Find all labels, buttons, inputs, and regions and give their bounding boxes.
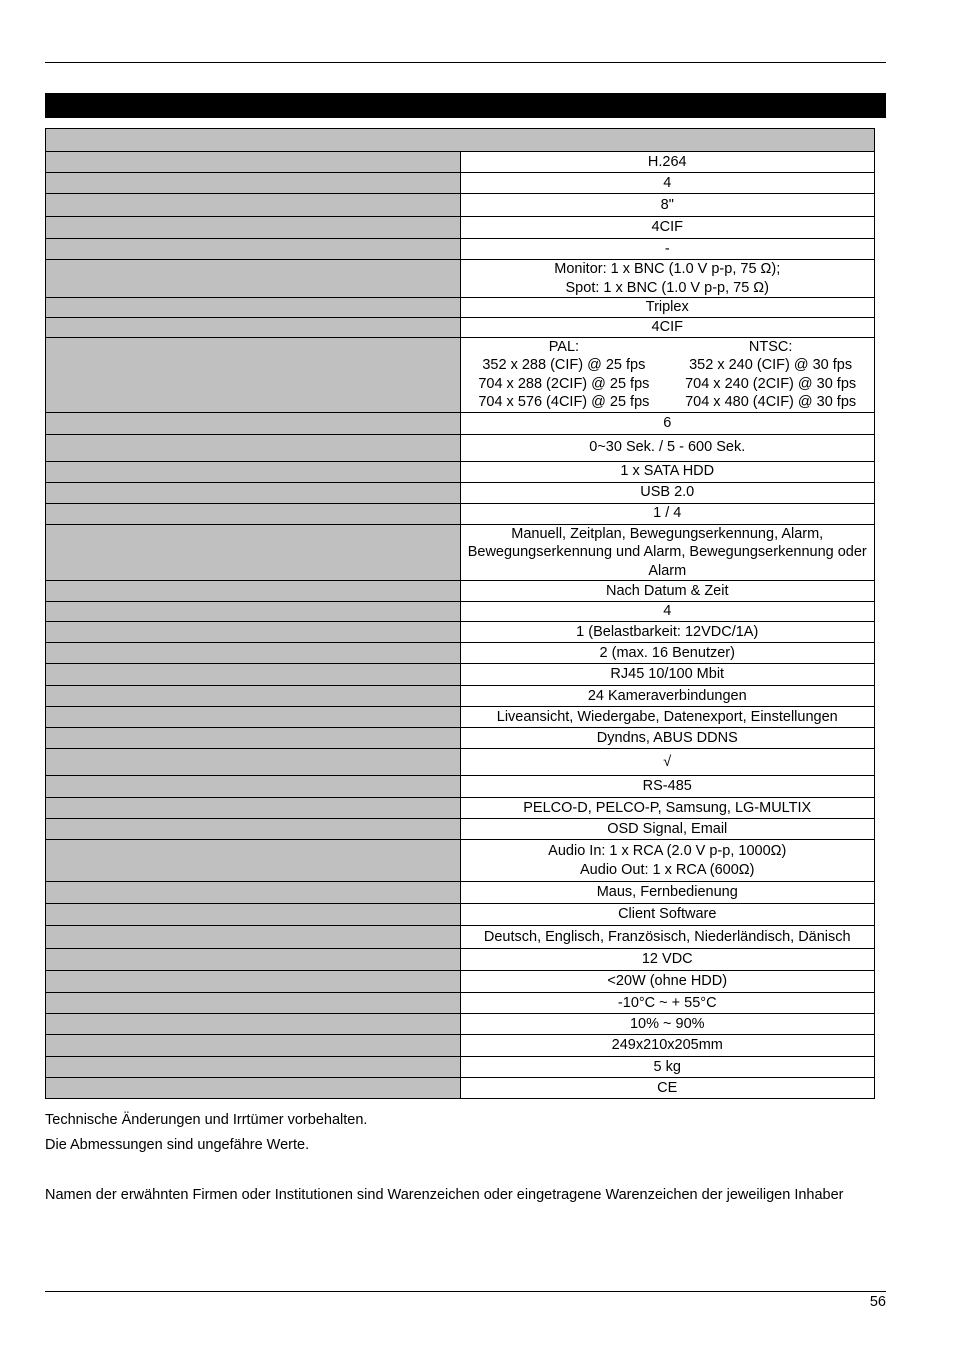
- table-row: [46, 1014, 875, 1035]
- spec-label-cell: [46, 926, 461, 949]
- table-row: [46, 949, 875, 971]
- spec-value-line: Audio Out: 1 x RCA (600Ω): [580, 861, 755, 878]
- spec-value-line: Spot: 1 x BNC (1.0 V p-p, 75 Ω): [565, 279, 769, 296]
- spec-value-cell: 249x210x205mm: [460, 1035, 875, 1057]
- spec-value-cell: RJ45 10/100 Mbit: [460, 664, 875, 686]
- spec-value-line: Audio In: 1 x RCA (2.0 V p-p, 1000Ω): [548, 843, 787, 859]
- spec-label-cell: [46, 707, 461, 728]
- spec-label-cell: [46, 581, 461, 602]
- spec-value-cell: Deutsch, Englisch, Französisch, Niederländisch, Dänisch: [460, 926, 875, 949]
- spec-label-cell: [46, 412, 461, 434]
- table-row: [46, 503, 875, 524]
- table-row: [46, 337, 875, 412]
- spec-value-line: 352 x 240 (CIF) @ 30 fps: [689, 357, 853, 373]
- spec-value-cell: 1 x SATA HDD: [460, 461, 875, 482]
- spec-value-cell: USB 2.0: [460, 482, 875, 503]
- spec-label-cell: [46, 664, 461, 686]
- spec-value-cell: 2 (max. 16 Benutzer): [460, 643, 875, 664]
- table-row: [46, 819, 875, 840]
- spec-label-cell: [46, 1035, 461, 1057]
- spec-value-cell: OSD Signal, Email: [460, 819, 875, 840]
- table-row: [46, 707, 875, 728]
- spec-label-cell: [46, 686, 461, 707]
- table-row: [46, 749, 875, 776]
- spec-value-cell: Nach Datum & Zeit: [460, 581, 875, 602]
- table-row: [46, 173, 875, 194]
- spec-value-cell: 24 Kameraverbindungen: [460, 686, 875, 707]
- spec-value-cell: CE: [460, 1078, 875, 1099]
- table-header-row: [46, 129, 875, 152]
- spec-label-cell: [46, 337, 461, 412]
- spec-label-cell: [46, 993, 461, 1014]
- spec-value-cell: [460, 840, 875, 882]
- table-row: [46, 1035, 875, 1057]
- spec-label-cell: [46, 434, 461, 461]
- spec-label-cell: [46, 643, 461, 664]
- table-row: [46, 1078, 875, 1099]
- spec-label-cell: [46, 1057, 461, 1078]
- spec-value-cell: [460, 337, 875, 412]
- spec-label-cell: [46, 239, 461, 260]
- spec-value-cell: √: [460, 749, 875, 776]
- table-row: [46, 152, 875, 173]
- table-row: [46, 798, 875, 819]
- spec-value-cell: Liveansicht, Wiedergabe, Datenexport, Einstellungen: [460, 707, 875, 728]
- table-row: [46, 602, 875, 622]
- spec-value-line: Monitor: 1 x BNC (1.0 V p-p, 75 Ω);: [554, 261, 781, 277]
- spec-label-cell: [46, 318, 461, 338]
- spec-value-cell: 1 (Belastbarkeit: 12VDC/1A): [460, 622, 875, 643]
- spec-value-cell: 8": [460, 194, 875, 217]
- ntsc-resolutions: [667, 338, 874, 412]
- table-row: [46, 993, 875, 1014]
- section-title-bar: [45, 93, 886, 118]
- spec-label-cell: [46, 260, 461, 298]
- table-row: [46, 318, 875, 338]
- spec-value-cell: 6: [460, 412, 875, 434]
- dimensions-note: Die Abmessungen sind ungefähre Werte.: [45, 1137, 310, 1153]
- spec-label-cell: [46, 194, 461, 217]
- table-row: [46, 482, 875, 503]
- table-row: [46, 239, 875, 260]
- disclaimer-text: Technische Änderungen und Irrtümer vorbehalten.: [45, 1112, 368, 1128]
- spec-label-cell: [46, 749, 461, 776]
- spec-value-cell: Triplex: [460, 298, 875, 318]
- table-row: [46, 926, 875, 949]
- spec-label-cell: [46, 882, 461, 904]
- spec-value-cell: 4CIF: [460, 217, 875, 239]
- spec-label-cell: [46, 217, 461, 239]
- table-row: [46, 904, 875, 926]
- spec-label-cell: [46, 602, 461, 622]
- table-row: [46, 776, 875, 798]
- table-row: [46, 412, 875, 434]
- spec-value-cell: Dyndns, ABUS DDNS: [460, 728, 875, 749]
- spec-label-cell: [46, 798, 461, 819]
- spec-value-line: 704 x 288 (2CIF) @ 25 fps: [478, 375, 650, 392]
- spec-value-cell: [460, 524, 875, 581]
- spec-label-cell: [46, 776, 461, 798]
- spec-value-line: NTSC:: [748, 338, 793, 355]
- spec-value-cell: Maus, Fernbedienung: [460, 882, 875, 904]
- spec-label-cell: [46, 1014, 461, 1035]
- spec-value-line: Bewegungserkennung und Alarm, Bewegungserkennung oder Alarm: [467, 544, 867, 579]
- table-row: [46, 840, 875, 882]
- spec-value-line: Manuell, Zeitplan, Bewegungserkennung, Alarm,: [511, 525, 824, 542]
- spec-label-cell: [46, 622, 461, 643]
- spec-label-cell: [46, 728, 461, 749]
- table-row: [46, 217, 875, 239]
- spec-label-cell: [46, 482, 461, 503]
- spec-value-line: 704 x 240 (2CIF) @ 30 fps: [685, 375, 857, 392]
- spec-value-cell: -: [460, 239, 875, 260]
- spec-value-cell: <20W (ohne HDD): [460, 971, 875, 993]
- table-row: [46, 524, 875, 581]
- spec-value-cell: H.264: [460, 152, 875, 173]
- spec-table: [45, 128, 875, 1099]
- spec-label-cell: [46, 524, 461, 581]
- spec-value-line: 704 x 480 (4CIF) @ 30 fps: [685, 394, 857, 410]
- spec-label-cell: [46, 173, 461, 194]
- trademark-note: Namen der erwähnten Firmen oder Institutionen sind Warenzeichen oder eingetragene Warenzeichen der jeweiligen Inhaber: [45, 1187, 844, 1203]
- spec-label-cell: [46, 503, 461, 524]
- table-row: [46, 686, 875, 707]
- spec-value-cell: 4CIF: [460, 318, 875, 338]
- table-row: [46, 664, 875, 686]
- spec-value-cell: 4: [460, 173, 875, 194]
- table-row: [46, 298, 875, 318]
- spec-label-cell: [46, 461, 461, 482]
- spec-value-cell: PELCO-D, PELCO-P, Samsung, LG-MULTIX: [460, 798, 875, 819]
- table-row: [46, 882, 875, 904]
- table-row: [46, 728, 875, 749]
- top-rule: [45, 62, 886, 63]
- table-row: [46, 643, 875, 664]
- spec-value-cell: 12 VDC: [460, 949, 875, 971]
- spec-label-cell: [46, 819, 461, 840]
- pal-resolutions: [461, 338, 668, 412]
- spec-value-cell: RS-485: [460, 776, 875, 798]
- spec-value-line: 704 x 576 (4CIF) @ 25 fps: [478, 394, 650, 410]
- table-row: [46, 971, 875, 993]
- spec-value-cell: [460, 260, 875, 298]
- spec-value-cell: 0~30 Sek. / 5 - 600 Sek.: [460, 434, 875, 461]
- table-row: [46, 581, 875, 602]
- table-row: [46, 194, 875, 217]
- spec-label-cell: [46, 298, 461, 318]
- table-row: [46, 461, 875, 482]
- bottom-rule: [45, 1291, 886, 1292]
- table-header-cell: [46, 129, 875, 152]
- spec-value-cell: Client Software: [460, 904, 875, 926]
- page-number: 56: [869, 1294, 886, 1310]
- spec-value-cell: 10% ~ 90%: [460, 1014, 875, 1035]
- spec-value-cell: 4: [460, 602, 875, 622]
- spec-label-cell: [46, 840, 461, 882]
- spec-label-cell: [46, 949, 461, 971]
- spec-value-line: PAL:: [548, 338, 580, 355]
- spec-label-cell: [46, 1078, 461, 1099]
- table-row: [46, 434, 875, 461]
- table-row: [46, 1057, 875, 1078]
- spec-label-cell: [46, 971, 461, 993]
- table-row: [46, 260, 875, 298]
- spec-value-line: 352 x 288 (CIF) @ 25 fps: [482, 357, 646, 373]
- spec-value-cell: 5 kg: [460, 1057, 875, 1078]
- spec-label-cell: [46, 152, 461, 173]
- table-row: [46, 622, 875, 643]
- spec-value-cell: -10°C ~ + 55°C: [460, 993, 875, 1014]
- spec-value-cell: 1 / 4: [460, 503, 875, 524]
- spec-label-cell: [46, 904, 461, 926]
